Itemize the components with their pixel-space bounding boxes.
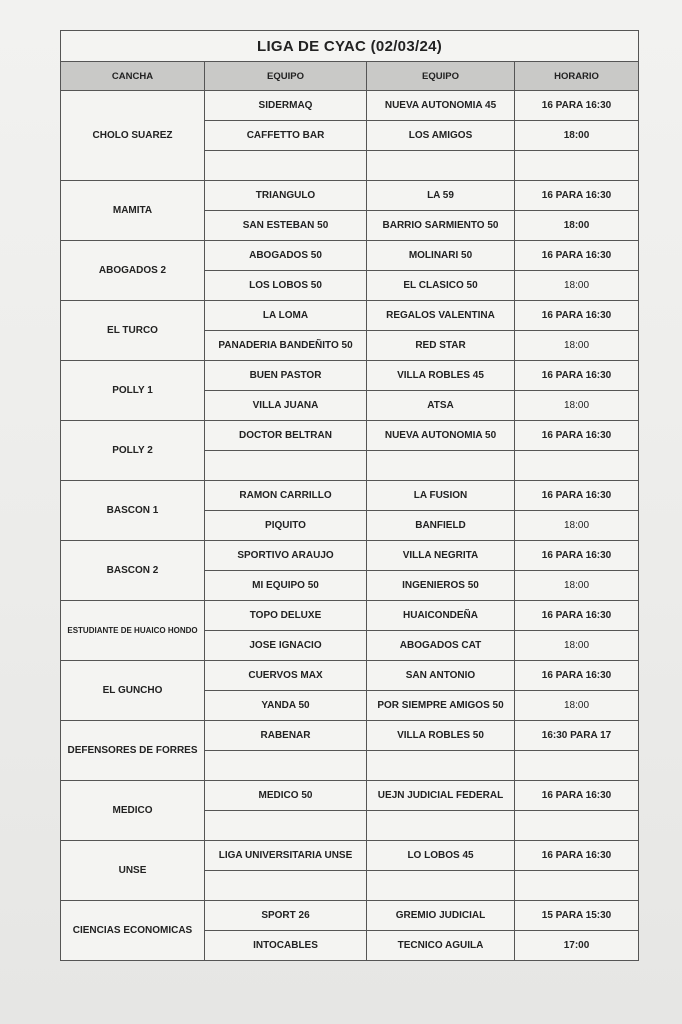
time-cell: 16 PARA 16:30 (515, 601, 639, 631)
team-away-cell: REGALOS VALENTINA (367, 301, 515, 331)
team-away-cell: LO LOBOS 45 (367, 841, 515, 871)
time-cell: 18:00 (515, 331, 639, 361)
team-home-cell: RAMON CARRILLO (205, 481, 367, 511)
venue-group (61, 361, 639, 421)
time-cell (515, 451, 639, 481)
venue-group (61, 601, 639, 661)
venue-cell: DEFENSORES DE FORRES (61, 721, 205, 781)
team-away-cell: GREMIO JUDICIAL (367, 901, 515, 931)
team-away-cell (367, 751, 515, 781)
team-home-cell: SIDERMAQ (205, 91, 367, 121)
time-cell: 18:00 (515, 571, 639, 601)
team-away-cell: INGENIEROS 50 (367, 571, 515, 601)
team-away-cell (367, 151, 515, 181)
team-home-cell: MI EQUIPO 50 (205, 571, 367, 601)
team-away-cell: VILLA ROBLES 45 (367, 361, 515, 391)
team-away-cell (367, 871, 515, 901)
time-cell: 18:00 (515, 211, 639, 241)
team-away-cell: ATSA (367, 391, 515, 421)
venue-cell: ABOGADOS 2 (61, 241, 205, 301)
team-home-cell: SAN ESTEBAN 50 (205, 211, 367, 241)
table-row (61, 841, 639, 871)
team-away-cell: ABOGADOS CAT (367, 631, 515, 661)
venue-cell: EL TURCO (61, 301, 205, 361)
venue-cell: UNSE (61, 841, 205, 901)
team-home-cell (205, 871, 367, 901)
team-home-cell: BUEN PASTOR (205, 361, 367, 391)
schedule-table (60, 30, 639, 961)
venue-group (61, 841, 639, 901)
team-away-cell: LA FUSION (367, 481, 515, 511)
table-row (61, 91, 639, 121)
venue-cell: MAMITA (61, 181, 205, 241)
team-away-cell: NUEVA AUTONOMIA 50 (367, 421, 515, 451)
team-home-cell: JOSE IGNACIO (205, 631, 367, 661)
table-row (61, 481, 639, 511)
team-home-cell (205, 151, 367, 181)
table-row (61, 361, 639, 391)
time-cell: 16 PARA 16:30 (515, 781, 639, 811)
table-row (61, 661, 639, 691)
table-row (61, 421, 639, 451)
table-row (61, 781, 639, 811)
time-cell: 15 PARA 15:30 (515, 901, 639, 931)
venue-group (61, 421, 639, 481)
time-cell (515, 151, 639, 181)
team-home-cell: DOCTOR BELTRAN (205, 421, 367, 451)
venue-group (61, 901, 639, 961)
team-away-cell: EL CLASICO 50 (367, 271, 515, 301)
team-home-cell: LA LOMA (205, 301, 367, 331)
venue-cell: CHOLO SUAREZ (61, 91, 205, 181)
venue-group (61, 181, 639, 241)
team-away-cell: SAN ANTONIO (367, 661, 515, 691)
page-title: LIGA DE CYAC (02/03/24) (61, 31, 639, 62)
venue-group (61, 781, 639, 841)
team-home-cell: CAFFETTO BAR (205, 121, 367, 151)
team-home-cell: ABOGADOS 50 (205, 241, 367, 271)
team-home-cell: SPORT 26 (205, 901, 367, 931)
team-away-cell: BANFIELD (367, 511, 515, 541)
team-home-cell: INTOCABLES (205, 931, 367, 961)
venue-cell: POLLY 2 (61, 421, 205, 481)
venue-group (61, 481, 639, 541)
venue-cell: ESTUDIANTE DE HUAICO HONDO (61, 601, 205, 661)
venue-group (61, 91, 639, 181)
team-away-cell (367, 451, 515, 481)
time-cell: 18:00 (515, 121, 639, 151)
table-row (61, 301, 639, 331)
venue-cell: BASCON 2 (61, 541, 205, 601)
team-away-cell: VILLA ROBLES 50 (367, 721, 515, 751)
time-cell: 16 PARA 16:30 (515, 421, 639, 451)
time-cell (515, 871, 639, 901)
table-row (61, 241, 639, 271)
team-home-cell: PIQUITO (205, 511, 367, 541)
time-cell: 16 PARA 16:30 (515, 301, 639, 331)
team-home-cell: SPORTIVO ARAUJO (205, 541, 367, 571)
team-away-cell: RED STAR (367, 331, 515, 361)
time-cell: 16 PARA 16:30 (515, 91, 639, 121)
team-home-cell: LIGA UNIVERSITARIA UNSE (205, 841, 367, 871)
table-row (61, 601, 639, 631)
time-cell: 16 PARA 16:30 (515, 661, 639, 691)
team-away-cell: BARRIO SARMIENTO 50 (367, 211, 515, 241)
team-away-cell: POR SIEMPRE AMIGOS 50 (367, 691, 515, 721)
venue-cell: POLLY 1 (61, 361, 205, 421)
venue-group (61, 301, 639, 361)
team-home-cell: RABENAR (205, 721, 367, 751)
time-cell: 16 PARA 16:30 (515, 841, 639, 871)
team-away-cell: TECNICO AGUILA (367, 931, 515, 961)
time-cell: 18:00 (515, 511, 639, 541)
team-away-cell: MOLINARI 50 (367, 241, 515, 271)
venue-cell: BASCON 1 (61, 481, 205, 541)
team-home-cell: MEDICO 50 (205, 781, 367, 811)
team-away-cell: UEJN JUDICIAL FEDERAL (367, 781, 515, 811)
time-cell: 16 PARA 16:30 (515, 361, 639, 391)
team-away-cell: HUAICONDEÑA (367, 601, 515, 631)
team-away-cell: NUEVA AUTONOMIA 45 (367, 91, 515, 121)
venue-group (61, 721, 639, 781)
venue-cell: MEDICO (61, 781, 205, 841)
venue-group (61, 541, 639, 601)
table-row (61, 181, 639, 211)
table-row (61, 541, 639, 571)
time-cell: 18:00 (515, 631, 639, 661)
team-home-cell: LOS LOBOS 50 (205, 271, 367, 301)
team-away-cell: LA 59 (367, 181, 515, 211)
team-home-cell (205, 451, 367, 481)
time-cell: 17:00 (515, 931, 639, 961)
team-home-cell: CUERVOS MAX (205, 661, 367, 691)
table-row (61, 721, 639, 751)
team-away-cell (367, 811, 515, 841)
column-header-cancha: CANCHA (61, 62, 205, 91)
column-header-equipo-home: EQUIPO (205, 62, 367, 91)
time-cell: 16 PARA 16:30 (515, 241, 639, 271)
time-cell: 18:00 (515, 391, 639, 421)
table-row (61, 901, 639, 931)
venue-group (61, 241, 639, 301)
column-header-horario: HORARIO (515, 62, 639, 91)
time-cell: 16:30 PARA 17 (515, 721, 639, 751)
time-cell (515, 751, 639, 781)
time-cell: 16 PARA 16:30 (515, 181, 639, 211)
team-away-cell: VILLA NEGRITA (367, 541, 515, 571)
time-cell: 18:00 (515, 271, 639, 301)
time-cell (515, 811, 639, 841)
team-away-cell: LOS AMIGOS (367, 121, 515, 151)
venue-cell: CIENCIAS ECONOMICAS (61, 901, 205, 961)
team-home-cell: PANADERIA BANDEÑITO 50 (205, 331, 367, 361)
team-home-cell (205, 811, 367, 841)
venue-cell: EL GUNCHO (61, 661, 205, 721)
venue-group (61, 661, 639, 721)
team-home-cell: VILLA JUANA (205, 391, 367, 421)
team-home-cell: TOPO DELUXE (205, 601, 367, 631)
team-home-cell: YANDA 50 (205, 691, 367, 721)
team-home-cell (205, 751, 367, 781)
time-cell: 16 PARA 16:30 (515, 481, 639, 511)
team-home-cell: TRIANGULO (205, 181, 367, 211)
time-cell: 18:00 (515, 691, 639, 721)
column-header-equipo-away: EQUIPO (367, 62, 515, 91)
time-cell: 16 PARA 16:30 (515, 541, 639, 571)
